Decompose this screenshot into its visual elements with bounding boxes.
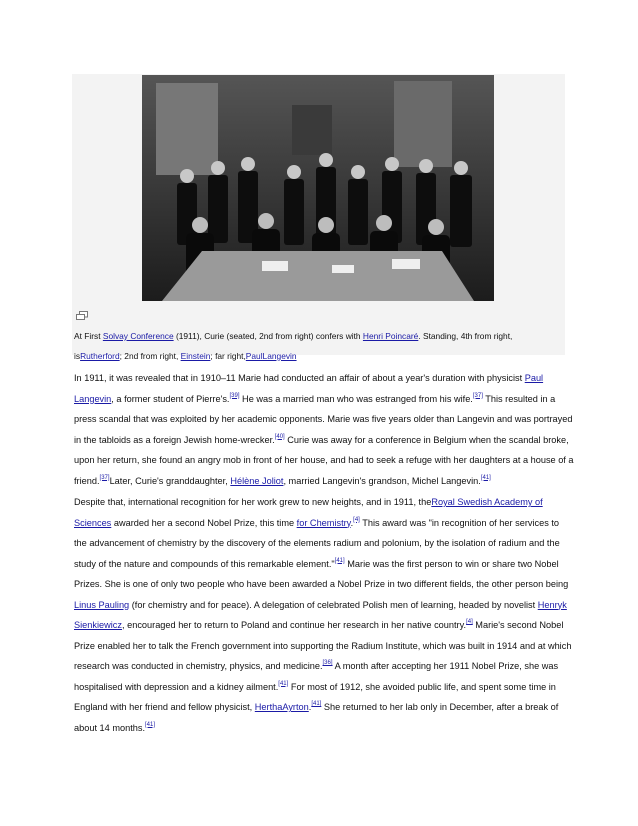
- link-royal-swedish-academy[interactable]: Royal Swedish Academy of Sciences: [74, 497, 543, 528]
- body-text: She returned to her lab only in December, after a break of about 14 months.: [74, 702, 559, 733]
- body-text: This resulted in a press scandal that was exploited by her academic opponents. Marie was five years older than Langevin and was portrayed in the tabloids as a foreign Jewish home-wrecker.: [74, 393, 573, 445]
- citation-41[interactable]: [41]: [278, 680, 289, 687]
- body-text: Marie was the first person to win or share two Nobel Prizes. She is one of only two people who have been awarded a Nobel Prize in two different fields, the other person being: [74, 558, 569, 589]
- link-linus-pauling[interactable]: Linus Pauling: [74, 599, 130, 610]
- caption-text: (1911), Curie (seated, 2nd from right) confers with: [173, 331, 363, 341]
- link-henryk-sienkiewicz[interactable]: Henryk Sienkiewicz: [74, 599, 567, 630]
- body-text: (for chemistry and for peace). A delegation of celebrated Polish men of learning, headed by novelist: [129, 599, 538, 610]
- citation-41[interactable]: [41]: [480, 474, 491, 481]
- caption-text: ; far right,: [210, 351, 246, 361]
- link-paul-langevin-caption[interactable]: PaulLangevin: [245, 351, 297, 361]
- paragraph-second-nobel: [74, 492, 574, 738]
- enlarge-icon[interactable]: [76, 311, 88, 320]
- body-text: , married Langevin's grandson, Michel Langevin.: [283, 475, 481, 486]
- citation-37[interactable]: [37]: [99, 474, 110, 481]
- figure-caption: [74, 326, 564, 366]
- citation-4[interactable]: [4]: [353, 516, 360, 523]
- body-text: .: [308, 702, 312, 712]
- body-text: , encouraged her to return to Poland and continue her research in her native country.: [122, 620, 467, 630]
- citation-41[interactable]: [41]: [334, 557, 345, 564]
- solvay-conference-photo: [142, 75, 494, 301]
- citation-41[interactable]: [41]: [311, 701, 322, 707]
- citation-36[interactable]: [36]: [322, 660, 333, 666]
- citation-41[interactable]: [41]: [145, 721, 156, 728]
- body-text: Marie's second Nobel Prize enabled her to talk the French government into supporting the Radium Institute, which was built in 1914 and at which research was conducted in chemistry, physics, and medicine.: [74, 620, 572, 671]
- link-paul-langevin[interactable]: Paul Langevin: [74, 373, 544, 404]
- body-text: For most of 1912, she avoided public life, and spent some time in England with her friend and fellow physicist,: [74, 681, 556, 712]
- body-text: , a former student of Pierre's.: [111, 393, 230, 404]
- caption-text: At First: [74, 331, 103, 341]
- body-text: awarded her a second Nobel Prize, this time: [111, 517, 297, 528]
- link-einstein[interactable]: Einstein: [180, 351, 211, 361]
- article-body: [74, 368, 574, 738]
- link-hertha-ayrton[interactable]: HerthaAyrton: [254, 702, 309, 712]
- figure: [72, 74, 565, 361]
- caption-text: ; 2nd from right,: [119, 351, 181, 361]
- body-text: This award was "in recognition of her services to the advancement of chemistry by the discovery of the elements radium and polonium, by the isolation of radium and the study of the nature and compounds of this remarkable element.": [74, 517, 560, 569]
- caption-text: . Standing, 4th from right,: [418, 331, 513, 341]
- body-text: Later, Curie's granddaughter,: [109, 475, 231, 486]
- body-text: Despite that, international recognition for her work grew to new heights, and in 1911, the: [74, 497, 432, 507]
- citation-4[interactable]: [4]: [466, 619, 473, 625]
- citation-40[interactable]: [40]: [274, 433, 285, 440]
- link-for-chemistry[interactable]: for Chemistry: [296, 517, 351, 528]
- caption-text: is: [74, 351, 81, 361]
- link-henri-poincare[interactable]: Henri Poincaré: [362, 331, 419, 341]
- body-text: A month after accepting her 1911 Nobel Prize, she was hospitalised with depression and a kidney ailment.: [74, 661, 559, 692]
- paragraph-affair: [74, 368, 574, 491]
- citation-39[interactable]: [39]: [229, 392, 240, 399]
- link-rutherford[interactable]: Rutherford: [80, 351, 120, 361]
- body-text: He was a married man who was estranged from his wife.: [239, 393, 473, 404]
- body-text: In 1911, it was revealed that in 1910–11 Marie had conducted an affair of about a year's duration with physicist: [74, 373, 525, 383]
- body-text: .: [350, 517, 354, 528]
- citation-37[interactable]: [37]: [472, 392, 483, 399]
- link-helene-joliot[interactable]: Hélène Joliot: [230, 475, 284, 486]
- body-text: Curie was away for a conference in Belgium when the scandal broke, upon her return, she found an angry mob in front of her house, and had to seek a refuge with her daughters at a house of a friend.: [74, 434, 574, 486]
- link-solvay-conference[interactable]: Solvay Conference: [102, 331, 174, 341]
